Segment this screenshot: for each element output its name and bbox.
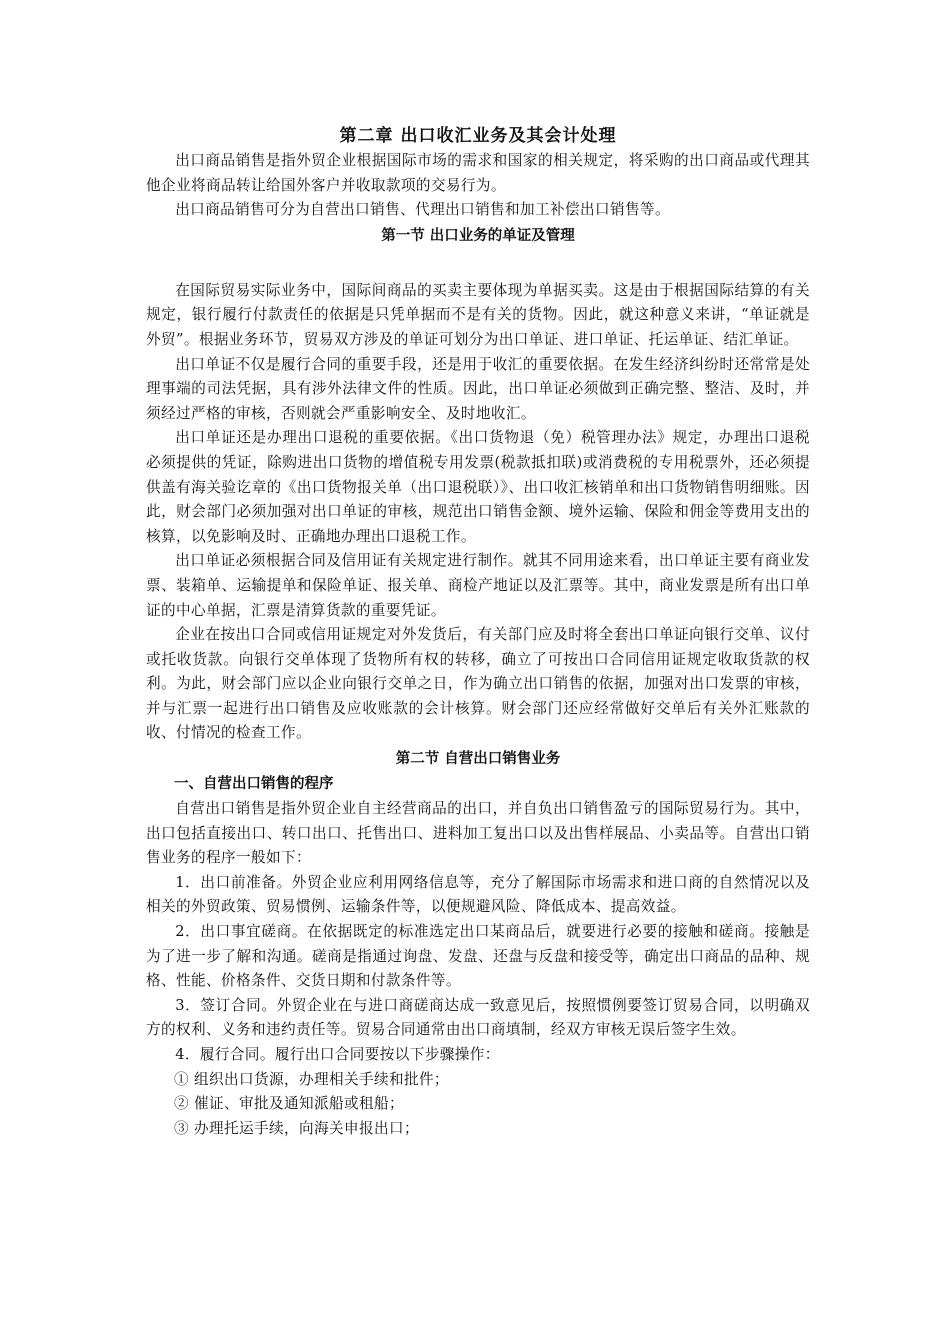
list-item: ③ 办理托运手续，向海关申报出口； [174, 1119, 419, 1137]
list-item: ② 催证、审批及通知派船或租船； [174, 1095, 404, 1113]
blank-line [146, 249, 810, 279]
body-paragraph: 2．出口事宜磋商。在依据既定的标准选定出口某商品后，就要进行必要的接触和磋商。接触是为了进一步了解和沟通。磋商是指通过询盘、发盘、还盘与反盘和接受等，确定出口商品的品种、规格、性能、价格条件、交货日期和付款条件等。 [146, 923, 810, 990]
body-paragraph: 企业在按出口合同或信用证规定对外发货后，有关部门应及时将全套出口单证向银行交单、议付或托收货款。向银行交单体现了货物所有权的转移，确立了可按出口合同信用证规定收取货款的权利。为此，财会部门应以企业向银行交单之日，作为确立出口销售的依据，加强对出口发票的审核，并与汇票一起进行出口销售及应收账款的会计核算。财会部门还应经常做好交单后有关外汇账款的收、付情况的检查工作。 [146, 626, 810, 742]
body-paragraph: 出口单证不仅是履行合同的重要手段，还是用于收汇的重要依据。在发生经济纠纷时还常常是处理事端的司法凭据，具有涉外法律文件的性质。因此，出口单证必须做到正确完整、整洁、及时，并须经过严格的审核，否则就会严重影响安全、及时地收汇。 [146, 355, 810, 422]
body-paragraph: 4．履行合同。履行出口合同要按以下步骤操作： [175, 1046, 500, 1063]
section-title: 第二节 自营出口销售业务 [395, 751, 561, 768]
subsection-heading: 一、自营出口销售的程序 [174, 776, 334, 793]
section-title: 第一节 出口业务的单证及管理 [381, 227, 575, 244]
body-paragraph: 出口单证必须根据合同及信用证有关规定进行制作。就其不同用途来看，出口单证主要有商业发票、装箱单、运输提单和保险单证、报关单、商检产地证以及汇票等。其中，商业发票是所有出口单证的中心单据，汇票是清算货款的重要凭证。 [146, 552, 810, 619]
body-paragraph: 3．签订合同。外贸企业在与进口商磋商达成一致意见后，按照惯例要签订贸易合同，以明确双方的权利、义务和违约责任等。贸易合同通常由出口商填制，经双方审核无误后签字生效。 [146, 996, 810, 1039]
body-paragraph: 自营出口销售是指外贸企业自主经营商品的出口，并自负出口销售盈亏的国际贸易行为。其中，出口包括直接出口、转口出口、托售出口、进料加工复出口以及出售样展品、小卖品等。自营出口销售业务的程序一般如下： [146, 800, 810, 867]
intro-paragraph: 出口商品销售可分为自营出口销售、代理出口销售和加工补偿出口销售等。 [175, 201, 670, 219]
intro-paragraph: 出口商品销售是指外贸企业根据国际市场的需求和国家的相关规定，将采购的出口商品或代理其他企业将商品转让给国外客户并收取款项的交易行为。 [146, 152, 810, 194]
body-paragraph: 在国际贸易实际业务中，国际间商品的买卖主要体现为单据买卖。这是由于根据国际结算的有关规定，银行履行付款责任的依据是只凭单据而不是有关的货物。因此，就这种意义来讲，“单证就是外贸”。根据业务环节，贸易双方涉及的单证可划分为出口单证、进口单证、托运单证、结汇单证。 [146, 281, 810, 348]
list-item: ① 组织出口货源，办理相关手续和批件； [174, 1070, 449, 1088]
document-page [146, 123, 810, 1141]
body-paragraph: 1．出口前准备。外贸企业应利用网络信息等，充分了解国际市场需求和进口商的自然情况以及相关的外贸政策、贸易惯例、运输条件等，以便规避风险、降低成本、提高效益。 [146, 873, 810, 916]
body-paragraph: 出口单证还是办理出口退税的重要依据。《出口货物退（免）税管理办法》规定，办理出口退税必须提供的凭证，除购进出口货物的增值税专用发票(税款抵扣联)或消费税的专用税票外，还必须提供盖有海关验讫章的《出口货物报关单（出口退税联）》、出口收汇核销单和出口货物销售明细账。因此，财会部门必须加强对出口单证的审核，规范出口销售金额、境外运输、保险和佣金等费用支出的核算，以免影响及时、正确地办理出口退税工作。 [146, 429, 810, 545]
chapter-title: 第二章 出口收汇业务及其会计处理 [339, 126, 617, 146]
